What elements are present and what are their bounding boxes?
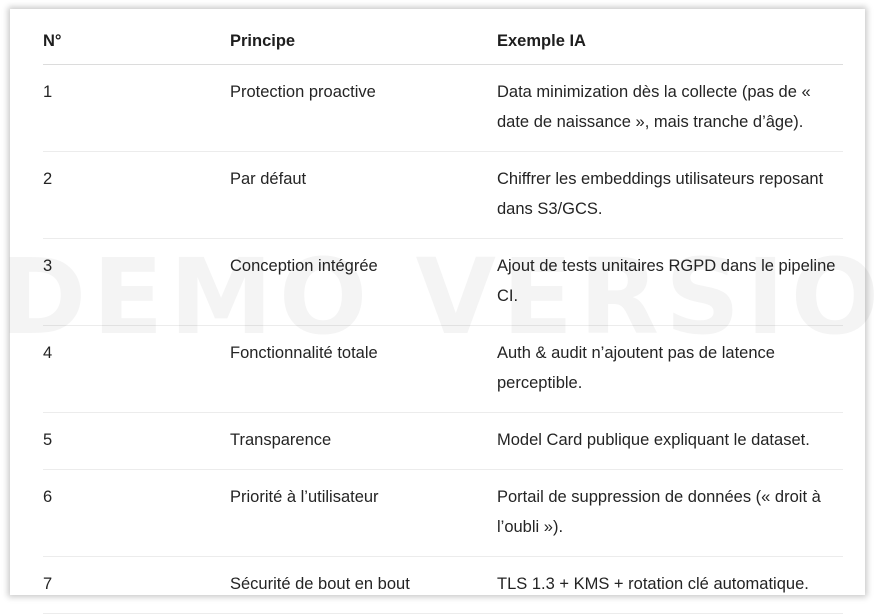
table-row [43, 152, 843, 239]
row-principe: Priorité à l’utilisateur [230, 470, 497, 557]
row-number: 1 [43, 65, 230, 152]
table-row [43, 65, 843, 152]
row-exemple: Auth & audit n’ajoutent pas de latence perceptible. [497, 326, 843, 413]
row-principe: Transparence [230, 413, 497, 470]
table-row [43, 470, 843, 557]
table-row [43, 413, 843, 470]
row-exemple: TLS 1.3 + KMS + rotation clé automatique. [497, 557, 843, 614]
header-exemple: Exemple IA [497, 17, 843, 65]
row-principe: Conception intégrée [230, 239, 497, 326]
table-row [43, 326, 843, 413]
row-number: 3 [43, 239, 230, 326]
row-exemple: Model Card publique expliquant le dataset. [497, 413, 843, 470]
row-exemple: Data minimization dès la collecte (pas de « date de naissance », mais tranche d’âge). [497, 65, 843, 152]
header-number: N° [43, 17, 230, 65]
row-number: 2 [43, 152, 230, 239]
row-principe: Par défaut [230, 152, 497, 239]
table-row [43, 239, 843, 326]
row-principe: Protection proactive [230, 65, 497, 152]
row-exemple: Ajout de tests unitaires RGPD dans le pipeline CI. [497, 239, 843, 326]
header-principe: Principe [230, 17, 497, 65]
row-number: 5 [43, 413, 230, 470]
row-number: 6 [43, 470, 230, 557]
row-exemple: Chiffrer les embeddings utilisateurs reposant dans S3/GCS. [497, 152, 843, 239]
table-card [10, 9, 865, 595]
row-principe: Fonctionnalité totale [230, 326, 497, 413]
row-number: 4 [43, 326, 230, 413]
principles-table [43, 17, 843, 614]
row-number: 7 [43, 557, 230, 614]
table-header-row [43, 17, 843, 65]
row-exemple: Portail de suppression de données (« droit à l’oubli »). [497, 470, 843, 557]
row-principe: Sécurité de bout en bout [230, 557, 497, 614]
